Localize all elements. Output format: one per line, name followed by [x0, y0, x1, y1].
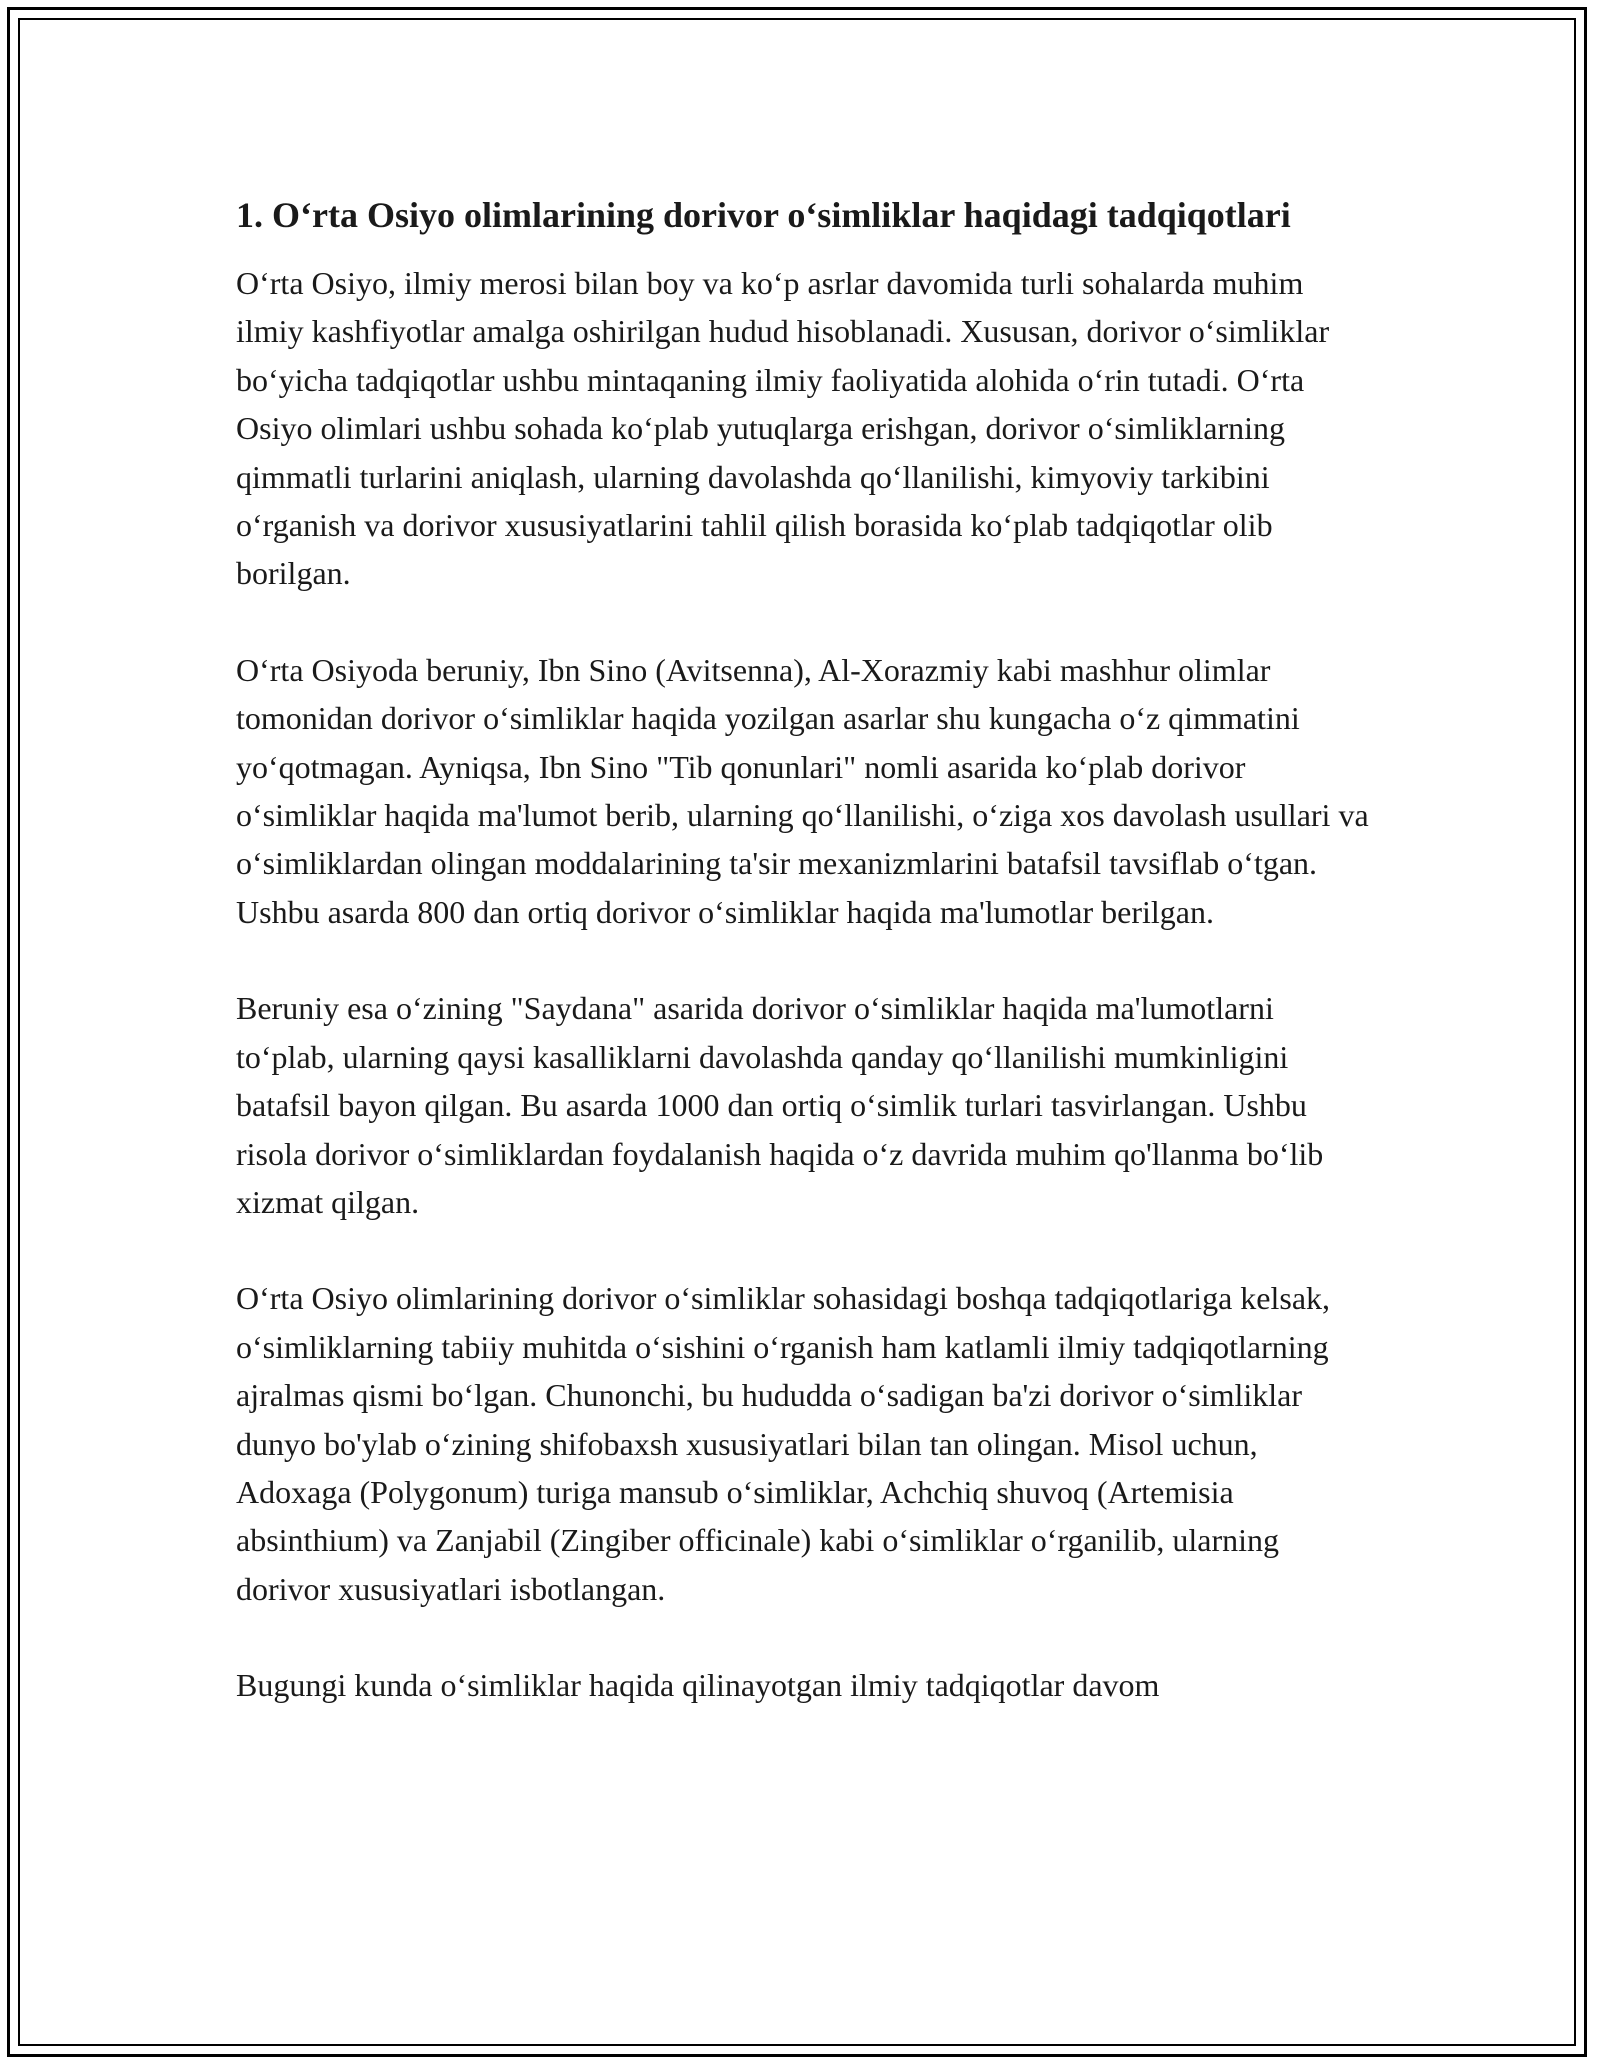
section-heading: 1. O‘rta Osiyo olimlarining dorivor o‘simliklar haqidagi tadqiqotlari	[236, 195, 1291, 235]
paragraph: O‘rta Osiyo olimlarining dorivor o‘simliklar sohasidagi boshqa tadqiqotlariga kelsak, o‘simliklarning tabiiy muhitda o‘sishini o‘rganish ham katlamli ilmiy tadqiqotlarning ajralmas qismi bo‘lgan. Chunonchi, bu hududda o‘sadigan ba'zi dorivor o‘simliklar dunyo bo'ylab o‘zining shifobaxsh xususiyatlari bilan tan olingan. Misol uchun, Adoxaga (Polygonum) turiga mansub o‘simliklar, Achchiq shuvoq (Artemisia absinthium) va Zanjabil (Zingiber officinale) kabi o‘simliklar o‘rganilib, ularning dorivor xususiyatlari isbotlangan.	[236, 1280, 1331, 1607]
paragraph: Bugungi kunda o‘simliklar haqida qilinayotgan ilmiy tadqiqotlar davom	[236, 1667, 1160, 1704]
document-body	[236, 188, 1376, 1758]
paragraph: Beruniy esa o‘zining "Saydana" asarida dorivor o‘simliklar haqida ma'lumotlarni to‘plab, ularning qaysi kasalliklarni davolashda qanday qo‘llanilishi mumkinligini batafsil bayon qilgan. Bu asarda 1000 dan ortiq o‘simlik turlari tasvirlangan. Ushbu risola dorivor o‘simliklardan foydalanish haqida o‘z davrida muhim qo'llanma bo‘lib xizmat qilgan.	[236, 990, 1324, 1220]
paragraph: O‘rta Osiyo, ilmiy merosi bilan boy va ko‘p asrlar davomida turli sohalarda muhim ilmiy kashfiyotlar amalga oshirilgan hudud hisoblanadi. Xususan, dorivor o‘simliklar bo‘yicha tadqiqotlar ushbu mintaqaning ilmiy faoliyatida alohida o‘rin tutadi. O‘rta Osiyo olimlari ushbu sohada ko‘plab yutuqlarga erishgan, dorivor o‘simliklarning qimmatli turlarini aniqlash, ularning davolashda qo‘llanilishi, kimyoviy tarkibini o‘rganish va dorivor xususiyatlarini tahlil qilish borasida ko‘plab tadqiqotlar olib borilgan.	[236, 265, 1330, 592]
paragraph: O‘rta Osiyoda beruniy, Ibn Sino (Avitsenna), Al-Xorazmiy kabi mashhur olimlar tomonidan dorivor o‘simliklar haqida yozilgan asarlar shu kungacha o‘z qimmatini yo‘qotmagan. Ayniqsa, Ibn Sino "Tib qonunlari" nomli asarida ko‘plab dorivor o‘simliklar haqida ma'lumot berib, ularning qo‘llanilishi, o‘ziga xos davolash usullari va o‘simliklardan olingan moddalarining ta'sir mexanizmlarini batafsil tavsiflab o‘tgan. Ushbu asarda 800 dan ortiq dorivor o‘simliklar haqida ma'lumotlar berilgan.	[236, 651, 1369, 930]
